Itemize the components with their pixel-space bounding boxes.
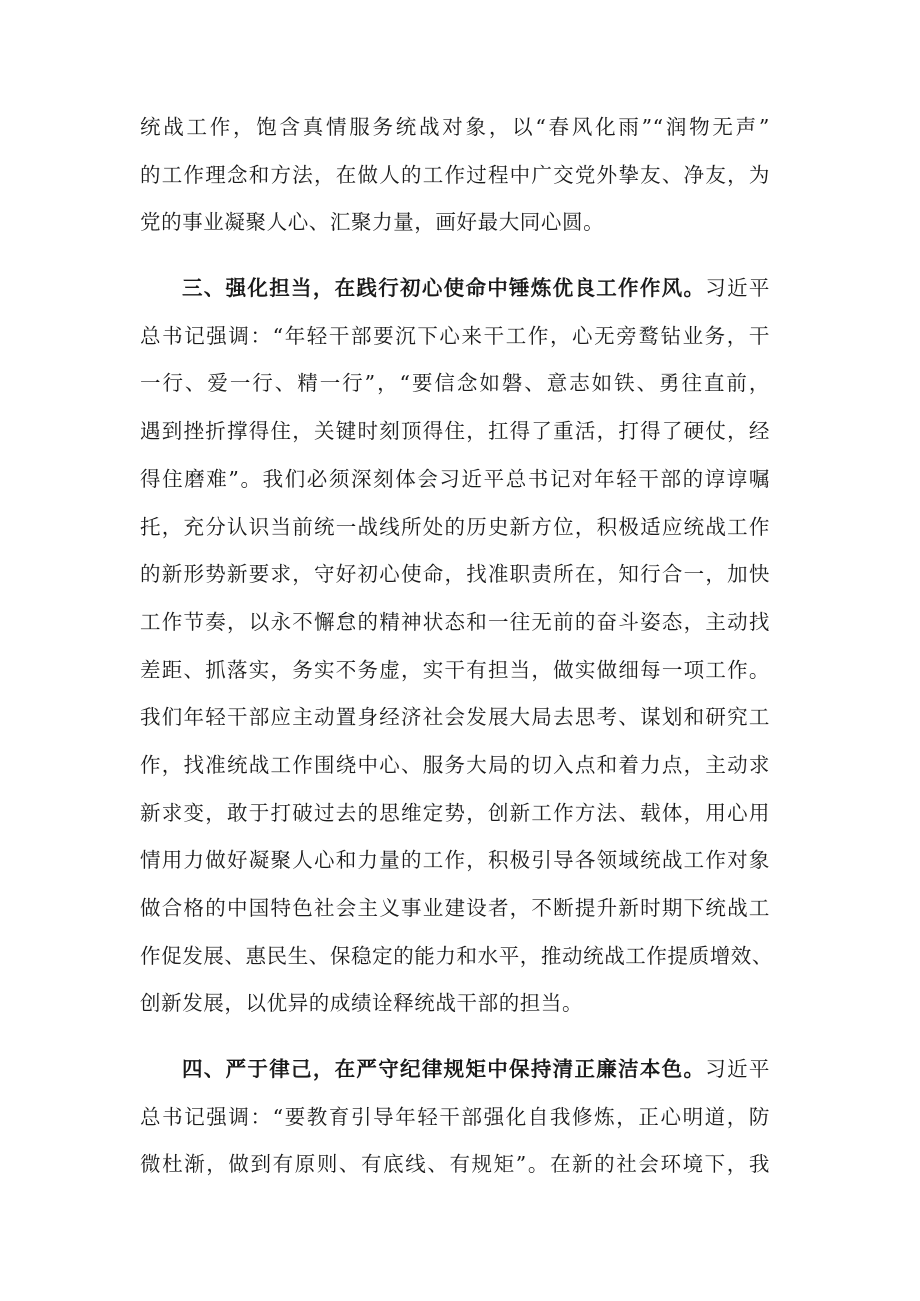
section-heading: 四、严于律己，在严守纪律规矩中保持清正廉洁本色。 — [182, 1057, 706, 1082]
text-line: 新求变，敢于打破过去的思维定势，创新工作方法、载体，用心用 — [140, 800, 770, 825]
text-line: 得住磨难”。我们必须深刻体会习近平总书记对年轻干部的谆谆嘱 — [140, 466, 770, 491]
text-line: 作，找准统战工作围绕中心、服务大局的切入点和着力点，主动求 — [140, 752, 770, 777]
text-line: 差距、抓落实，务实不务虚，实干有担当，做实做细每一项工作。 — [140, 657, 770, 682]
text-run: 习近平 — [705, 276, 770, 301]
text-line: 微杜渐，做到有原则、有底线、有规矩”。在新的社会环境下，我 — [140, 1152, 770, 1177]
paragraph-continuation — [140, 104, 770, 247]
text-line: 总书记强调：“年轻干部要沉下心来干工作，心无旁鹜钻业务，干 — [140, 323, 770, 348]
text-line — [140, 265, 770, 313]
text-line: 统战工作，饱含真情服务统战对象，以“春风化雨”“润物无声” — [140, 115, 770, 139]
text-line: 遇到挫折撑得住，关键时刻顶得住，扛得了重活，打得了硬仗，经 — [140, 419, 770, 444]
section-heading: 三、强化担当，在践行初心使命中锤炼优良工作作风。 — [182, 276, 706, 301]
text-line: 作促发展、惠民生、保稳定的能力和水平，推动统战工作提质增效、 — [140, 943, 773, 968]
text-line: 一行、爱一行、精一行”，“要信念如磐、意志如铁、勇往直前， — [140, 371, 770, 396]
text-line: 总书记强调：“要教育引导年轻干部强化自我修炼，正心明道，防 — [140, 1104, 770, 1129]
text-line: 情用力做好凝聚人心和力量的工作，积极引导各领域统战工作对象 — [140, 848, 770, 873]
text-line: 做合格的中国特色社会主义事业建设者，不断提升新时期下统战工 — [140, 896, 770, 920]
text-line: 工作节奏，以永不懈怠的精神状态和一往无前的奋斗姿态，主动找 — [140, 609, 770, 634]
text-run: 习近平 — [705, 1057, 770, 1082]
text-line: 的工作理念和方法，在做人的工作过程中广交党外挚友、净友，为 — [140, 162, 770, 187]
text-line: 我们年轻干部应主动置身经济社会发展大局去思考、谋划和研究工 — [140, 705, 770, 730]
paragraph-section-four — [140, 1046, 770, 1189]
text-line: 的新形势新要求，守好初心使命，找准职责所在，知行合一，加快 — [140, 562, 770, 587]
text-line: 创新发展，以优异的成绩诠释统战干部的担当。 — [140, 991, 584, 1016]
paragraph-section-three — [140, 265, 773, 1028]
text-line: 托，充分认识当前统一战线所处的历史新方位，积极适应统战工作 — [140, 514, 770, 539]
text-line: 党的事业凝聚人心、汇聚力量，画好最大同心圆。 — [140, 210, 605, 235]
text-line — [140, 1046, 770, 1094]
document-page — [140, 104, 773, 1189]
